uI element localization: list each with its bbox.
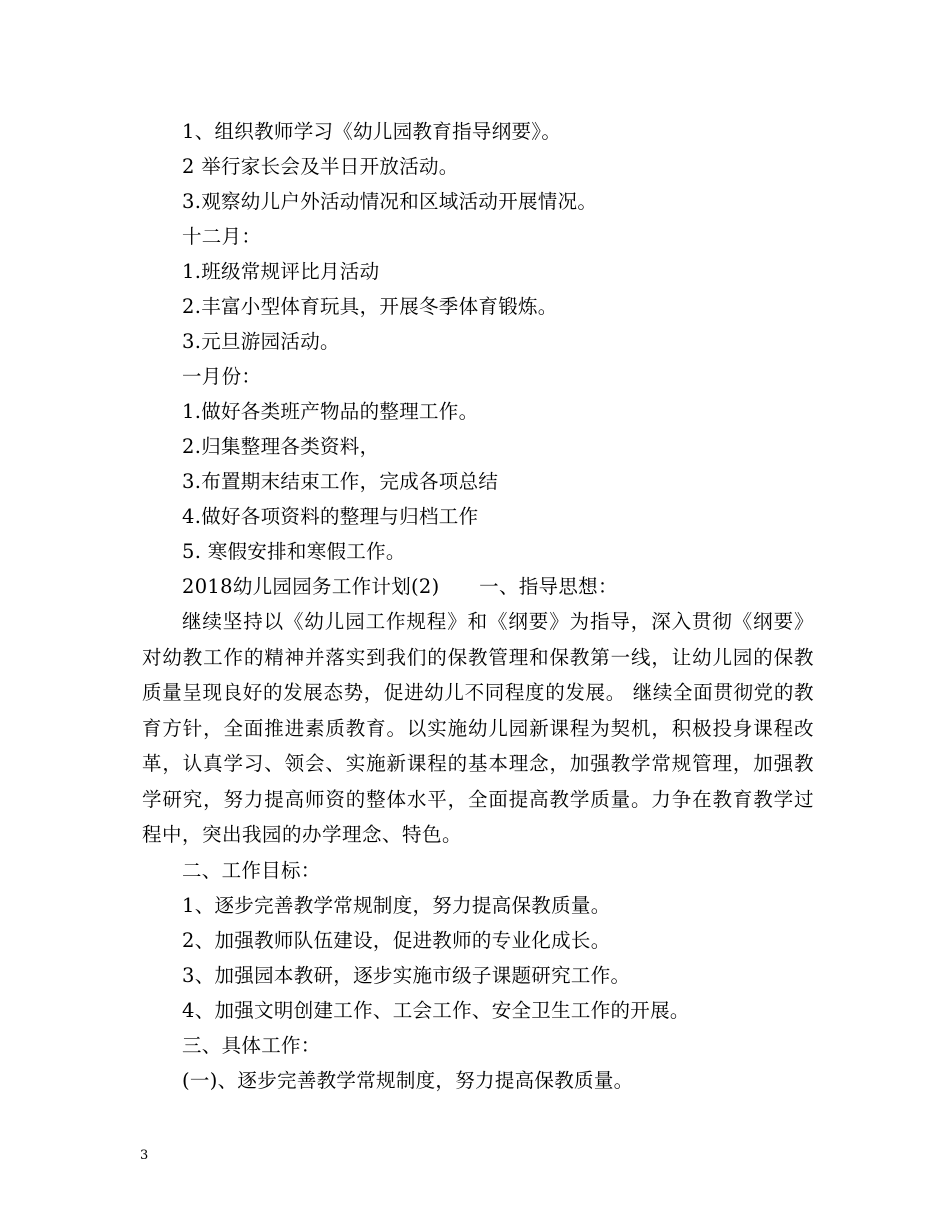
list-item: 1.做好各类班产物品的整理工作。 — [182, 400, 479, 423]
list-item: 1、组织教师学习《幼儿园教育指导纲要》。 — [182, 120, 562, 143]
list-item: 3.布置期末结束工作，完成各项总结 — [182, 470, 499, 493]
list-item: 2.归集整理各类资料， — [182, 435, 380, 458]
list-item: 3、加强园本教研，逐步实施市级子课题研究工作。 — [182, 963, 631, 987]
list-item: 2、加强教师队伍建设，促进教师的专业化成长。 — [182, 928, 611, 952]
list-item: 4、加强文明创建工作、工会工作、安全卫生工作的开展。 — [182, 998, 690, 1022]
list-item: 5. 寒假安排和寒假工作。 — [182, 540, 406, 563]
document-title-line: 2018幼儿园园务工作计划(2) 一、指导思想： — [182, 575, 618, 598]
list-item: 1、逐步完善教学常规制度，努力提高保教质量。 — [182, 893, 611, 917]
list-item: 3.元旦游园活动。 — [182, 330, 340, 353]
list-item: 4.做好各项资料的整理与归档工作 — [182, 505, 479, 528]
list-item: 2 举行家长会及半日开放活动。 — [182, 155, 459, 178]
body-paragraph: 继续坚持以《幼儿园工作规程》和《纲要》为指导，深入贯彻《纲要》对幼教工作的精神并落实到我们的保教管理和保教第一线，让幼儿园的保教质量呈现良好的发展态势，促进幼儿不同程度的发展。 继续全面贯彻党的教育方针，全面推进素质教育。以实施幼儿园新课程为契机，积极投身课程改革，认真学习、领会、实施新课程的基本理念，加强教学常规管理，加强教学研究，努力提高师资的整体水平，全面提高教学质量。力争在教育教学过程中，突出我园的办学理念、特色。 — [142, 610, 814, 846]
section-heading: 三、具体工作： — [182, 1033, 321, 1057]
list-item: 2.丰富小型体育玩具，开展冬季体育锻炼。 — [182, 295, 558, 318]
subsection-heading: (一)、逐步完善教学常规制度，努力提高保教质量。 — [182, 1068, 634, 1092]
list-item: 1.班级常规评比月活动 — [182, 260, 380, 283]
section-heading: 二、工作目标： — [182, 858, 321, 882]
list-item: 3.观察幼儿户外活动情况和区域活动开展情况。 — [182, 190, 598, 213]
section-heading: 十二月： — [182, 225, 262, 248]
document-body — [142, 114, 814, 1098]
section-heading: 一月份： — [182, 365, 262, 388]
page-number: 3 — [140, 1148, 149, 1163]
